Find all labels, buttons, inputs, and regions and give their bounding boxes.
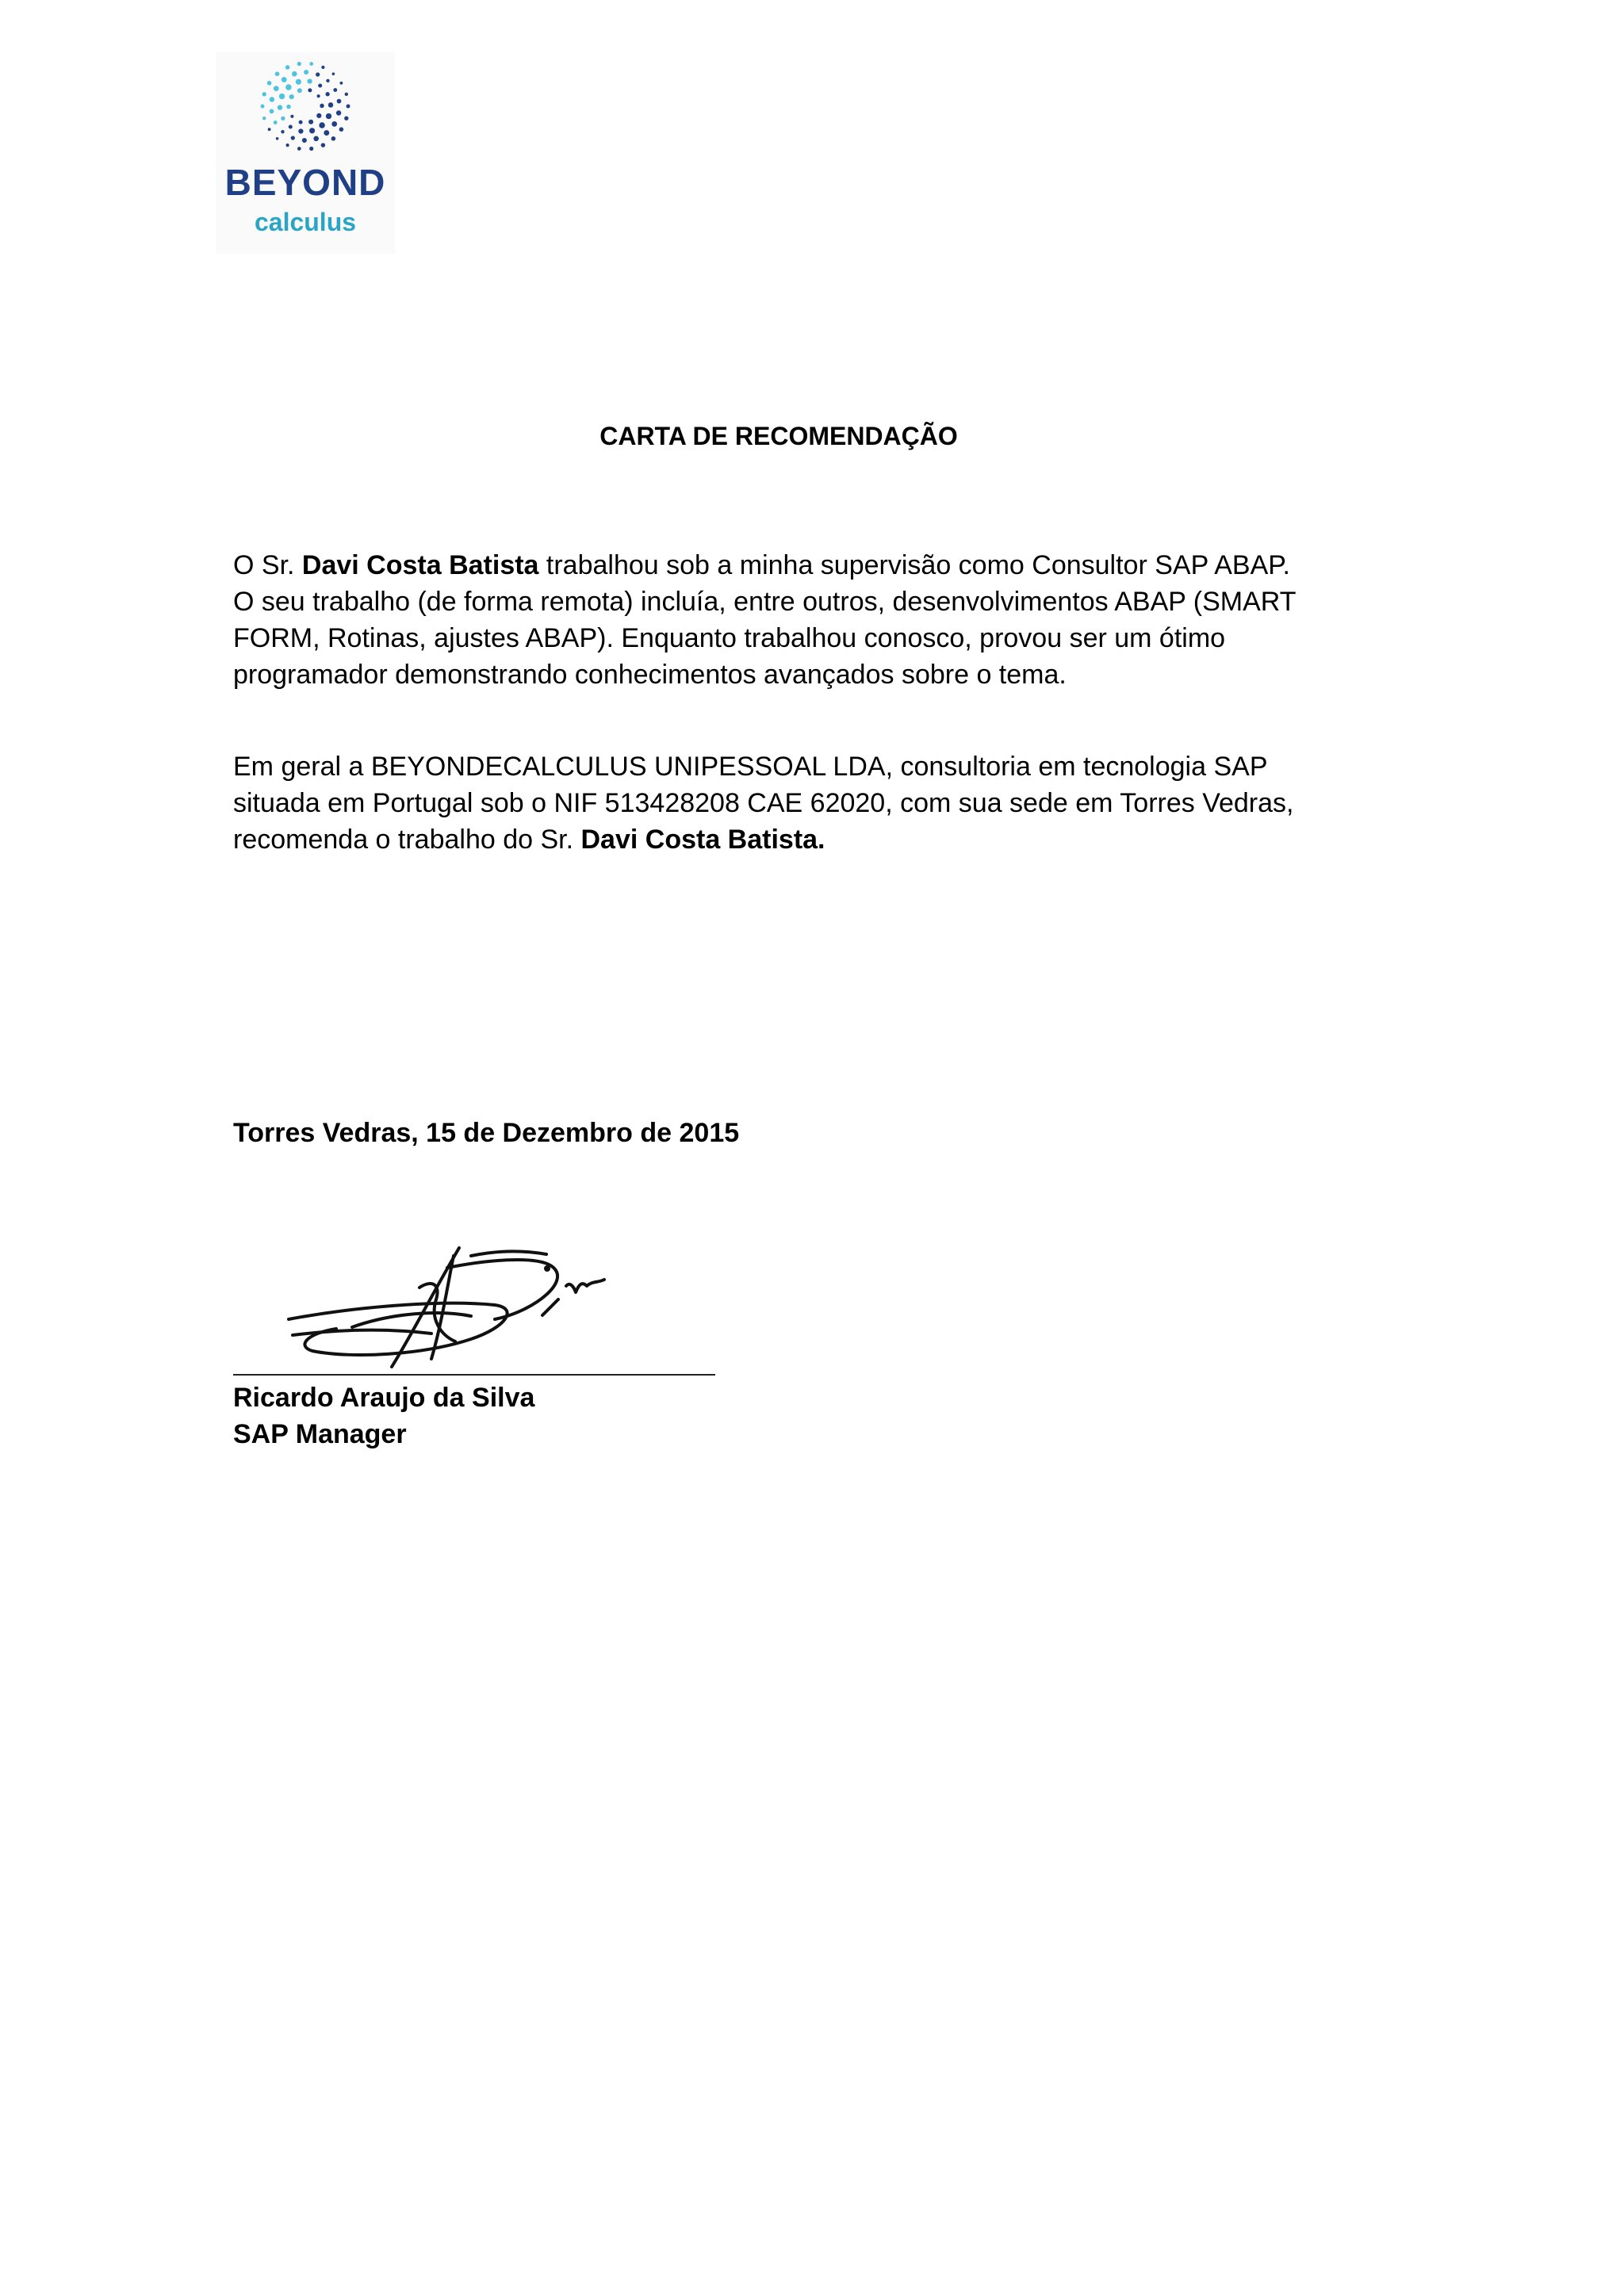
logo-dot bbox=[316, 72, 320, 76]
logo-dot bbox=[320, 104, 324, 108]
logo-dot bbox=[270, 97, 274, 101]
logo-dot bbox=[318, 83, 322, 87]
text-prefix: recomenda o trabalho do Sr. bbox=[233, 825, 581, 855]
logo-dot bbox=[309, 62, 313, 66]
logo-dot bbox=[331, 136, 336, 141]
logo-dot bbox=[279, 94, 285, 99]
logo-dot bbox=[276, 137, 279, 140]
paragraph-line bbox=[233, 821, 1399, 858]
paragraph-line: FORM, Rotinas, ajustes ABAP). Enquanto trabalhou conosco, provou ser um ótimo bbox=[233, 623, 1226, 653]
logo-dot bbox=[297, 62, 301, 66]
logo-dot bbox=[281, 130, 284, 133]
place-and-date: Torres Vedras, 15 de Dezembro de 2015 bbox=[233, 1118, 740, 1148]
signature-icon bbox=[233, 1240, 725, 1383]
company-logo bbox=[216, 52, 395, 254]
paragraph-line bbox=[233, 547, 1399, 584]
logo-dot bbox=[289, 124, 293, 128]
dotted-circle-logo-icon bbox=[216, 52, 395, 254]
logo-dot bbox=[345, 93, 348, 96]
logo-dot bbox=[302, 138, 307, 143]
logo-dot bbox=[296, 79, 301, 85]
candidate-name: Davi Costa Batista bbox=[301, 550, 539, 580]
logo-dot bbox=[308, 120, 313, 124]
logo-dot bbox=[274, 86, 279, 91]
logo-dot bbox=[297, 88, 302, 93]
logo-dot bbox=[261, 105, 265, 109]
text-suffix: trabalhou sob a minha supervisão como Consultor SAP ABAP. bbox=[538, 550, 1290, 580]
logo-dot bbox=[304, 70, 308, 75]
paragraph-line: Em geral a BEYONDECALCULUS UNIPESSOAL LDA, consultoria em tecnologia SAP bbox=[233, 752, 1268, 782]
paragraph-line: situada em Portugal sob o NIF 513428208 CAE 62020, com sua sede em Torres Vedras, bbox=[233, 788, 1294, 818]
handwritten-signature bbox=[233, 1240, 725, 1383]
logo-dot bbox=[262, 92, 266, 96]
logo-brand-subname: calculus bbox=[254, 208, 357, 236]
logo-dot bbox=[292, 71, 297, 77]
letter-paragraph-1 bbox=[233, 547, 1399, 693]
logo-dot bbox=[285, 65, 290, 70]
logo-dot bbox=[275, 71, 280, 76]
paragraph-line: O seu trabalho (de forma remota) incluía, entre outros, desenvolvimentos ABAP (SMART bbox=[233, 587, 1297, 617]
logo-dot bbox=[339, 82, 343, 85]
logo-dot bbox=[278, 105, 282, 109]
letter-paragraph-2 bbox=[233, 748, 1399, 858]
text-prefix: O Sr. bbox=[233, 550, 302, 580]
letter-title: CARTA DE RECOMENDAÇÃO bbox=[599, 422, 958, 450]
logo-dot bbox=[324, 130, 329, 136]
logo-dot bbox=[331, 121, 337, 127]
logo-dot bbox=[290, 115, 293, 118]
logo-dot bbox=[339, 127, 344, 132]
logo-dot bbox=[262, 117, 266, 120]
logo-dot bbox=[291, 136, 295, 140]
logo-dot bbox=[286, 144, 289, 147]
logo-dot bbox=[336, 110, 341, 115]
signature-line bbox=[233, 1374, 715, 1376]
logo-dot bbox=[267, 81, 272, 86]
logo-dot bbox=[313, 136, 319, 142]
logo-dot bbox=[316, 113, 321, 118]
candidate-name: Davi Costa Batista. bbox=[580, 825, 825, 855]
logo-brand-name: BEYOND bbox=[224, 162, 386, 203]
logo-dot bbox=[344, 117, 348, 121]
logo-dot bbox=[319, 122, 325, 128]
logo-dot bbox=[309, 147, 313, 151]
logo-dot bbox=[321, 66, 324, 69]
logo-dot bbox=[307, 78, 312, 83]
logo-dot bbox=[347, 105, 350, 109]
logo-dot bbox=[326, 113, 331, 119]
logo-dot bbox=[285, 84, 292, 90]
logo-dot bbox=[332, 72, 335, 75]
logo-dot bbox=[274, 121, 278, 124]
logo-dot bbox=[286, 105, 290, 109]
logo-dot bbox=[337, 99, 342, 104]
logo-dot bbox=[298, 128, 303, 133]
signatory-name: Ricardo Araujo da Silva bbox=[233, 1383, 535, 1413]
logo-dot bbox=[325, 92, 329, 96]
logo-dot bbox=[321, 143, 326, 147]
signatory-block bbox=[233, 1380, 534, 1452]
logo-dot bbox=[281, 117, 285, 121]
logo-dot bbox=[309, 128, 315, 133]
logo-dot bbox=[317, 94, 320, 98]
logo-dot bbox=[289, 94, 294, 99]
logo-dot bbox=[326, 79, 329, 82]
logo-dot bbox=[282, 77, 287, 82]
logo-dot bbox=[270, 109, 274, 114]
paragraph-line: programador demonstrando conhecimentos avançados sobre o tema. bbox=[233, 660, 1067, 690]
logo-dot bbox=[328, 102, 333, 107]
logo-dot bbox=[297, 147, 301, 151]
logo-dot bbox=[299, 121, 303, 124]
signatory-role: SAP Manager bbox=[233, 1419, 407, 1449]
logo-dot bbox=[333, 88, 337, 92]
logo-dot bbox=[268, 128, 271, 131]
logo-dot bbox=[308, 88, 312, 92]
